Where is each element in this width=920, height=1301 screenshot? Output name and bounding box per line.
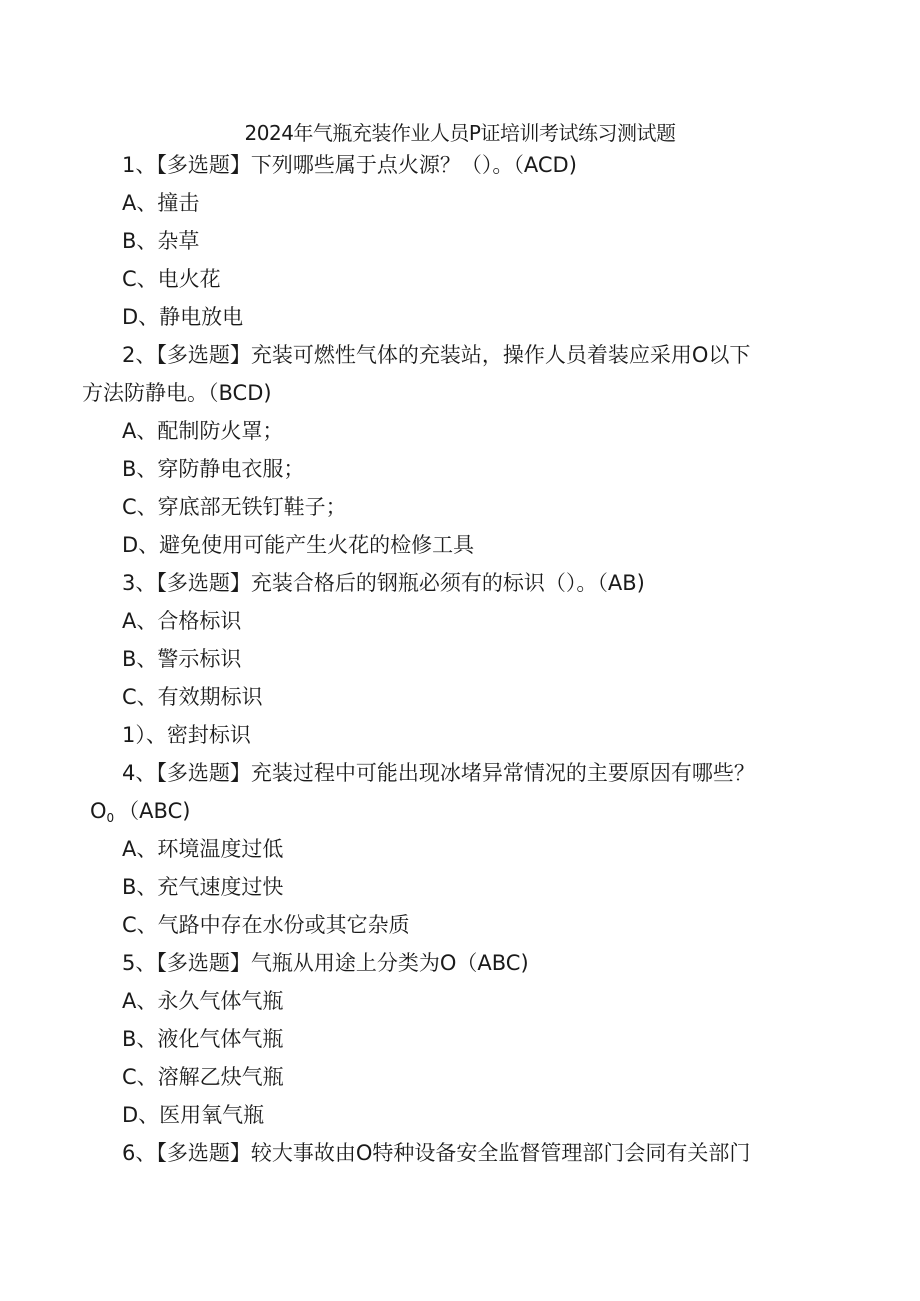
question-4-blank: O [90, 799, 107, 823]
question-2-option-a: A、配制防火罩； [122, 419, 284, 443]
question-1-option-a: A、撞击 [122, 191, 200, 215]
question-4-option-a: A、环境温度过低 [122, 837, 284, 861]
question-4-option-b: B、充气速度过快 [122, 875, 284, 899]
question-3-option-c: C、有效期标识 [122, 685, 263, 709]
question-3-option-b: B、警示标识 [122, 647, 242, 671]
question-4-option-c: C、气路中存在水份或其它杂质 [122, 913, 410, 937]
question-5-stem: 5、【多选题】气瓶从用途上分类为O（ABC) [122, 951, 529, 975]
page-title: 2024年气瓶充装作业人员P证培训考试练习测试题 [244, 121, 676, 145]
question-2-stem: 2、【多选题】充装可燃性气体的充装站，操作人员着装应采用O以下 [122, 343, 751, 367]
question-5-option-b: B、液化气体气瓶 [122, 1027, 284, 1051]
question-5-option-d: D、医用氧气瓶 [122, 1103, 265, 1127]
question-2-option-d: D、避免使用可能产生火花的检修工具 [122, 533, 475, 557]
question-4-blank-subscript: 0 [106, 811, 115, 825]
question-1-option-c: C、电火花 [122, 267, 221, 291]
question-4-stem: 4、【多选题】充装过程中可能出现冰堵异常情况的主要原因有哪些？ [122, 761, 755, 785]
question-5-option-c: C、溶解乙炔气瓶 [122, 1065, 284, 1089]
question-2-option-b: B、穿防静电衣服； [122, 457, 305, 481]
question-3-option-d: 1）、密封标识 [122, 723, 251, 747]
question-6-stem: 6、【多选题】较大事故由O特种设备安全监督管理部门会同有关部门 [122, 1141, 751, 1165]
question-1-option-b: B、杂草 [122, 229, 200, 253]
question-3-stem: 3、【多选题】充装合格后的钢瓶必须有的标识（）。（AB) [122, 571, 645, 595]
question-1-stem: 1、【多选题】下列哪些属于点火源？（）。（ACD) [122, 153, 577, 177]
question-4-stem-continued [90, 796, 190, 833]
question-3-option-a: A、合格标识 [122, 609, 242, 633]
question-5-option-a: A、永久气体气瓶 [122, 989, 284, 1013]
question-2-option-c: C、穿底部无铁钉鞋子； [122, 495, 347, 519]
question-2-stem-continued: 方法防静电。（BCD) [82, 381, 272, 405]
question-4-answer: （ABC) [118, 799, 191, 823]
question-1-option-d: D、静电放电 [122, 305, 244, 329]
